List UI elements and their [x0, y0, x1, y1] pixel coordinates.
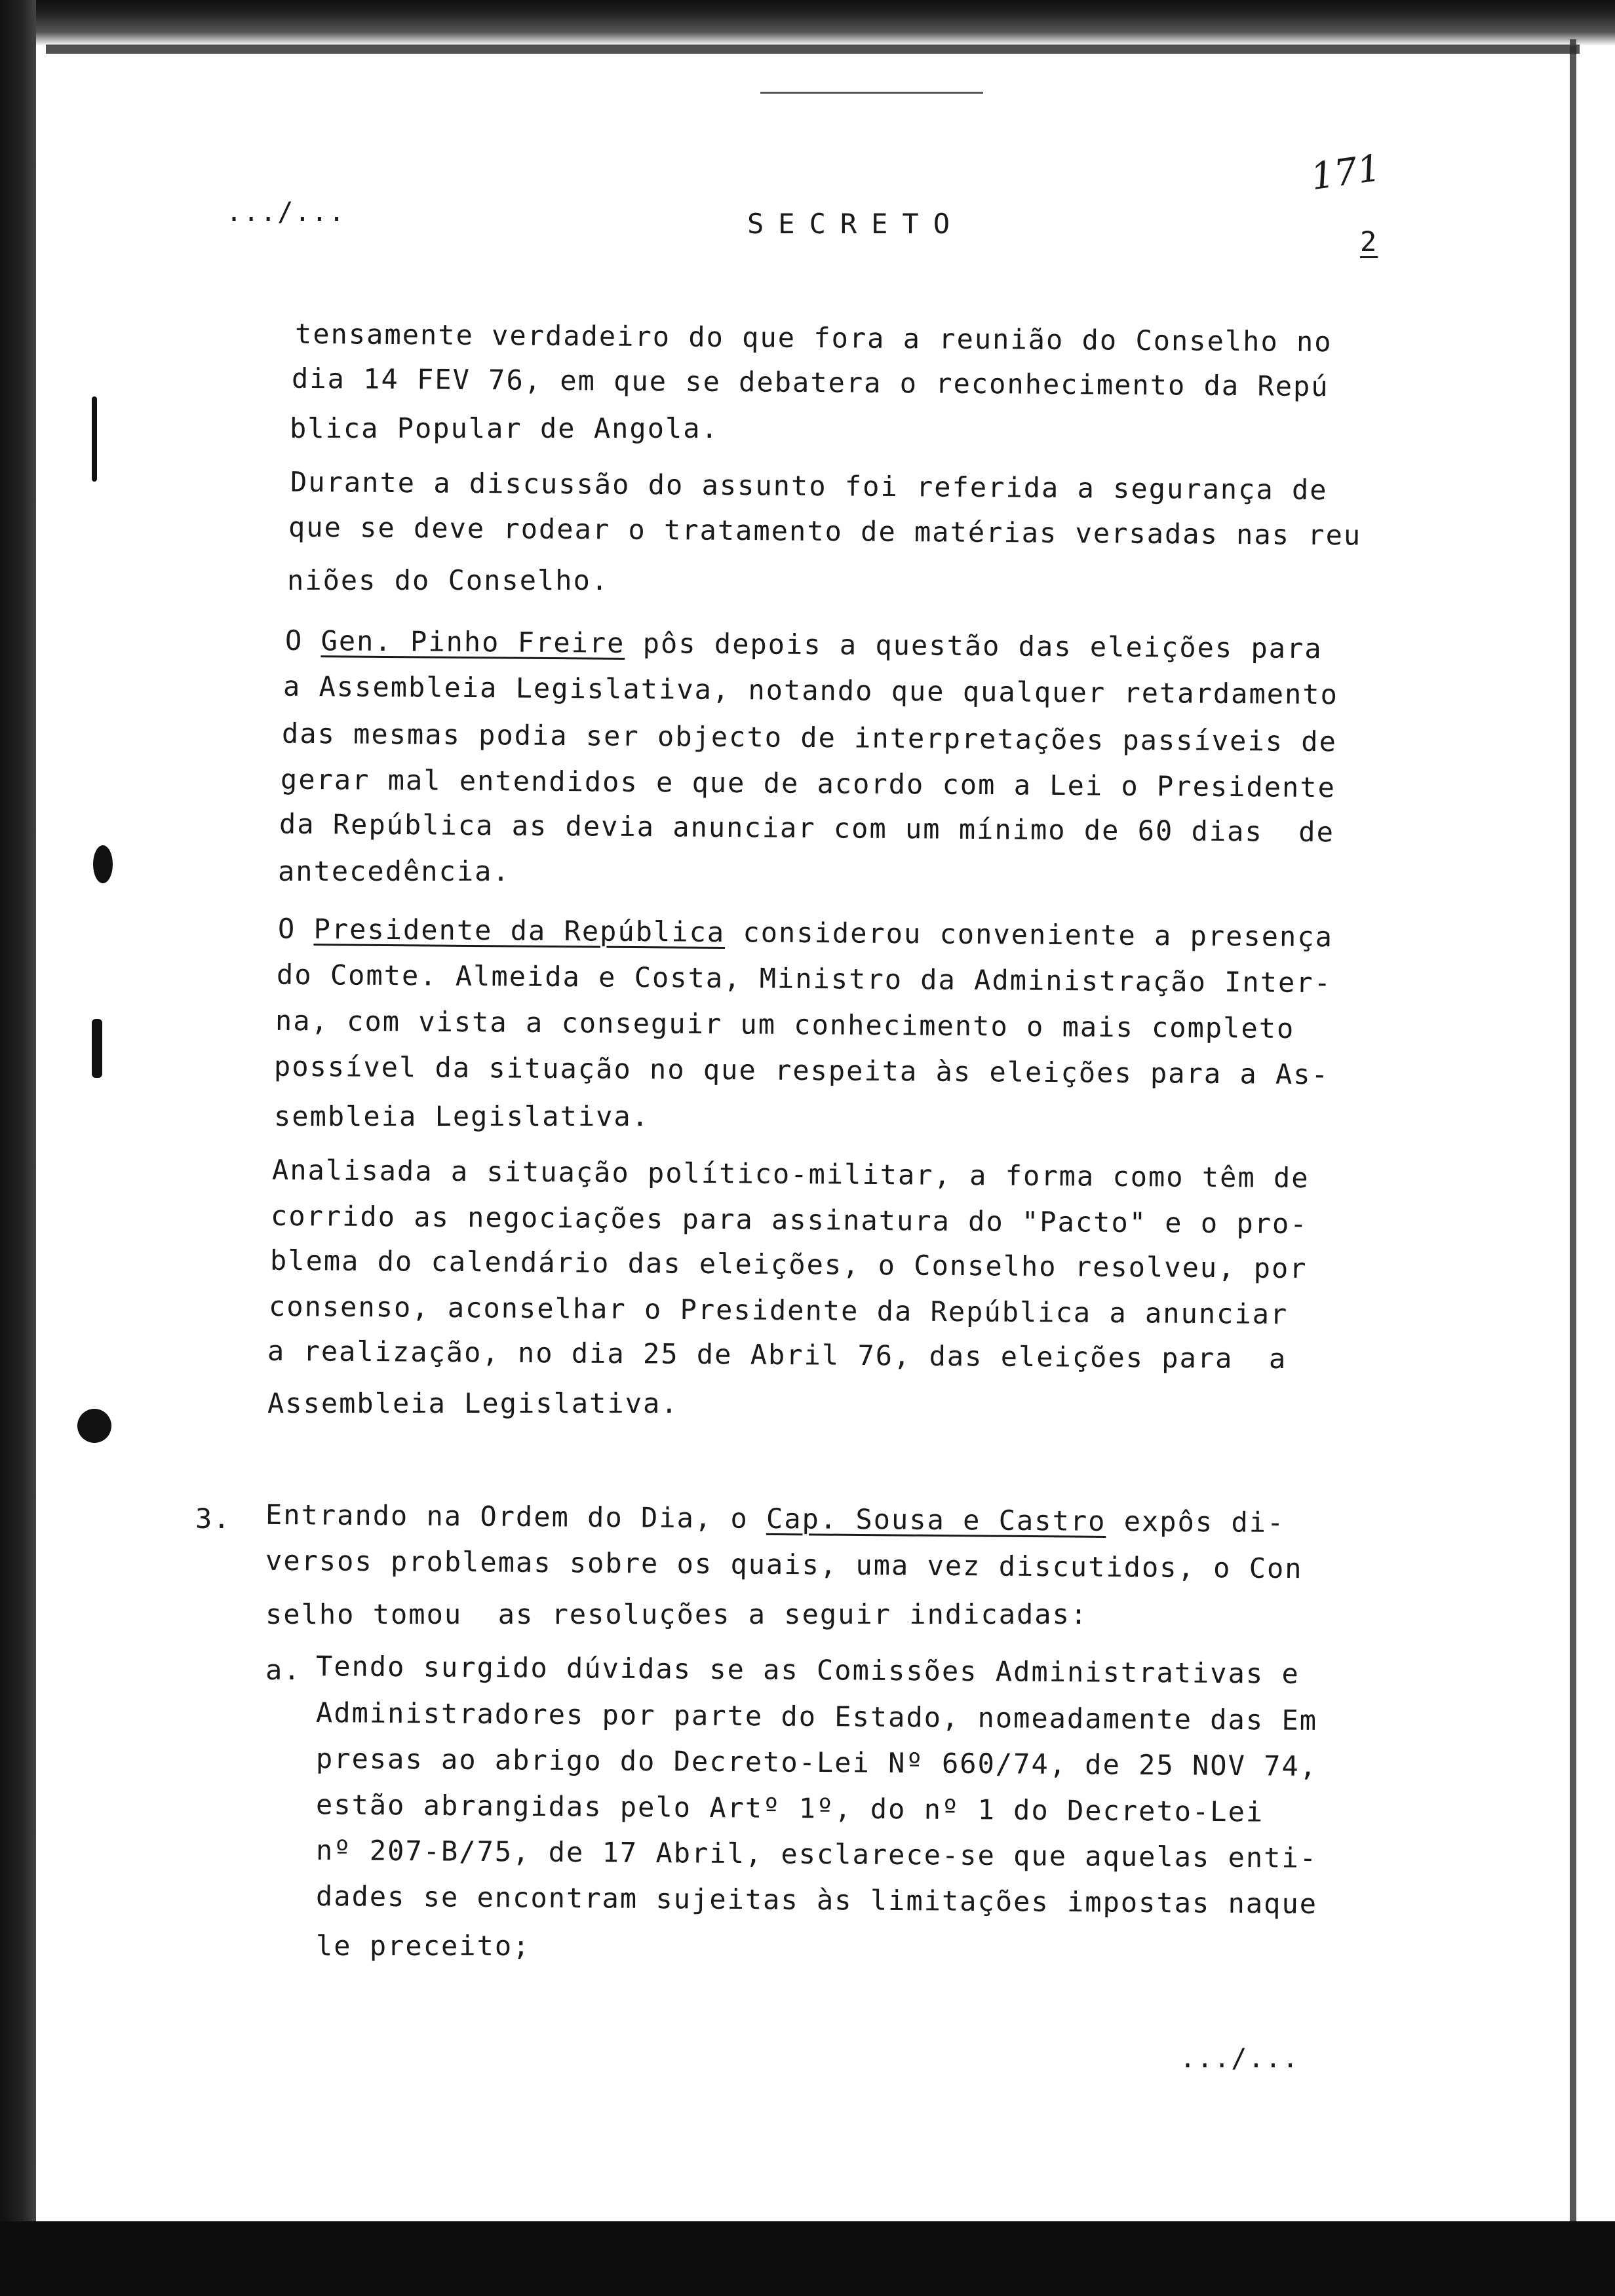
- text-line: O Presidente da República considerou conveniente a presença: [277, 912, 1334, 953]
- text-line: antecedência.: [278, 855, 511, 887]
- text-line: gerar mal entendidos e que de acordo com a Lei o Presidente: [280, 763, 1336, 804]
- scan-line: [760, 92, 983, 94]
- person-name: Presidente da República: [313, 913, 726, 949]
- person-name: Gen. Pinho Freire: [321, 624, 625, 659]
- text-line: possível da situação no que respeita às eleições para a As-: [273, 1050, 1330, 1091]
- text-line: selho tomou as resoluções a seguir indicadas:: [265, 1598, 1089, 1630]
- text-line: da República as devia anunciar com um mínimo de 60 dias de: [279, 807, 1335, 849]
- text-line: Entrando na Ordem do Dia, o Cap. Sousa e Castro expôs di-: [265, 1498, 1285, 1539]
- text-line: que se deve rodear o tratamento de matérias versadas nas reu: [288, 510, 1362, 552]
- text-line: das mesmas podia ser objecto de interpretações passíveis de: [281, 717, 1338, 758]
- text-line: le preceito;: [316, 1930, 531, 1962]
- text-line: a realização, no dia 25 de Abril 76, das eleições para a: [267, 1334, 1287, 1375]
- text-line: sembleia Legislativa.: [274, 1100, 650, 1132]
- text-line: presas ao abrigo do Decreto-Lei Nº 660/74, de 25 NOV 74,: [315, 1742, 1318, 1782]
- text-line: blica Popular de Angola.: [290, 412, 719, 444]
- text-line: dades se encontram sujeitas às limitações impostas naque: [315, 1880, 1318, 1920]
- text-line: Analisada a situação político-militar, a forma como têm de: [271, 1153, 1310, 1195]
- text-line: tensamente verdadeiro do que fora a reunião do Conselho no: [294, 317, 1333, 358]
- text-line: versos problemas sobre os quais, uma vez discutidos, o Con: [265, 1544, 1303, 1585]
- text-line: Durante a discussão do assunto foi referida a segurança de: [290, 465, 1328, 507]
- section-number: 3.: [195, 1502, 231, 1535]
- text-line: Assembleia Legislativa.: [267, 1387, 679, 1419]
- classification-heading: SECRETO: [747, 208, 965, 240]
- handwritten-mark: 171: [1308, 146, 1384, 199]
- text-line: na, com vista a conseguir um conhecimento o mais completo: [275, 1004, 1295, 1045]
- text-line: estão abrangidas pelo Artº 1º, do nº 1 do Decreto-Lei: [315, 1788, 1264, 1828]
- text-line: dia 14 FEV 76, em que se debatera o reconhecimento da Repú: [291, 362, 1329, 403]
- text-line: do Comte. Almeida e Costa, Ministro da Administração Inter-: [276, 958, 1333, 999]
- item-marker: a.: [265, 1654, 302, 1686]
- person-name: Cap. Sousa e Castro: [766, 1502, 1106, 1537]
- header-continuation: .../...: [226, 197, 346, 227]
- page-number: 2: [1360, 225, 1378, 258]
- scan-speck: [92, 396, 97, 482]
- scan-border-top-line: [46, 45, 1580, 54]
- scan-border-right: [1570, 39, 1576, 2221]
- text-line: Tendo surgido dúvidas se as Comissões Administrativas e: [315, 1650, 1300, 1690]
- text-line: blema do calendário das eleições, o Conselho resolveu, por: [269, 1244, 1308, 1285]
- punch-hole-mark: [77, 1409, 111, 1443]
- text-line: a Assembleia Legislativa, notando que qualquer retardamento: [282, 670, 1339, 711]
- footer-continuation: .../...: [1180, 2044, 1300, 2074]
- text-line: Administradores por parte do Estado, nomeadamente das Em: [315, 1696, 1318, 1736]
- text-line: niões do Conselho.: [287, 564, 610, 596]
- punch-hole-mark: [93, 845, 113, 883]
- text-line: nº 207-B/75, de 17 Abril, esclarece-se que aquelas enti-: [315, 1834, 1318, 1874]
- scan-border-top: [0, 0, 1615, 46]
- scan-border-bottom: [0, 2221, 1615, 2296]
- scan-speck: [92, 1019, 102, 1078]
- text-line: consenso, aconselhar o Presidente da República a anunciar: [268, 1290, 1289, 1331]
- scan-border-left: [0, 0, 36, 2296]
- text-line: O Gen. Pinho Freire pôs depois a questão das eleições para: [284, 624, 1323, 665]
- text-line: corrido as negociações para assinatura do "Pacto" e o pro-: [270, 1199, 1308, 1240]
